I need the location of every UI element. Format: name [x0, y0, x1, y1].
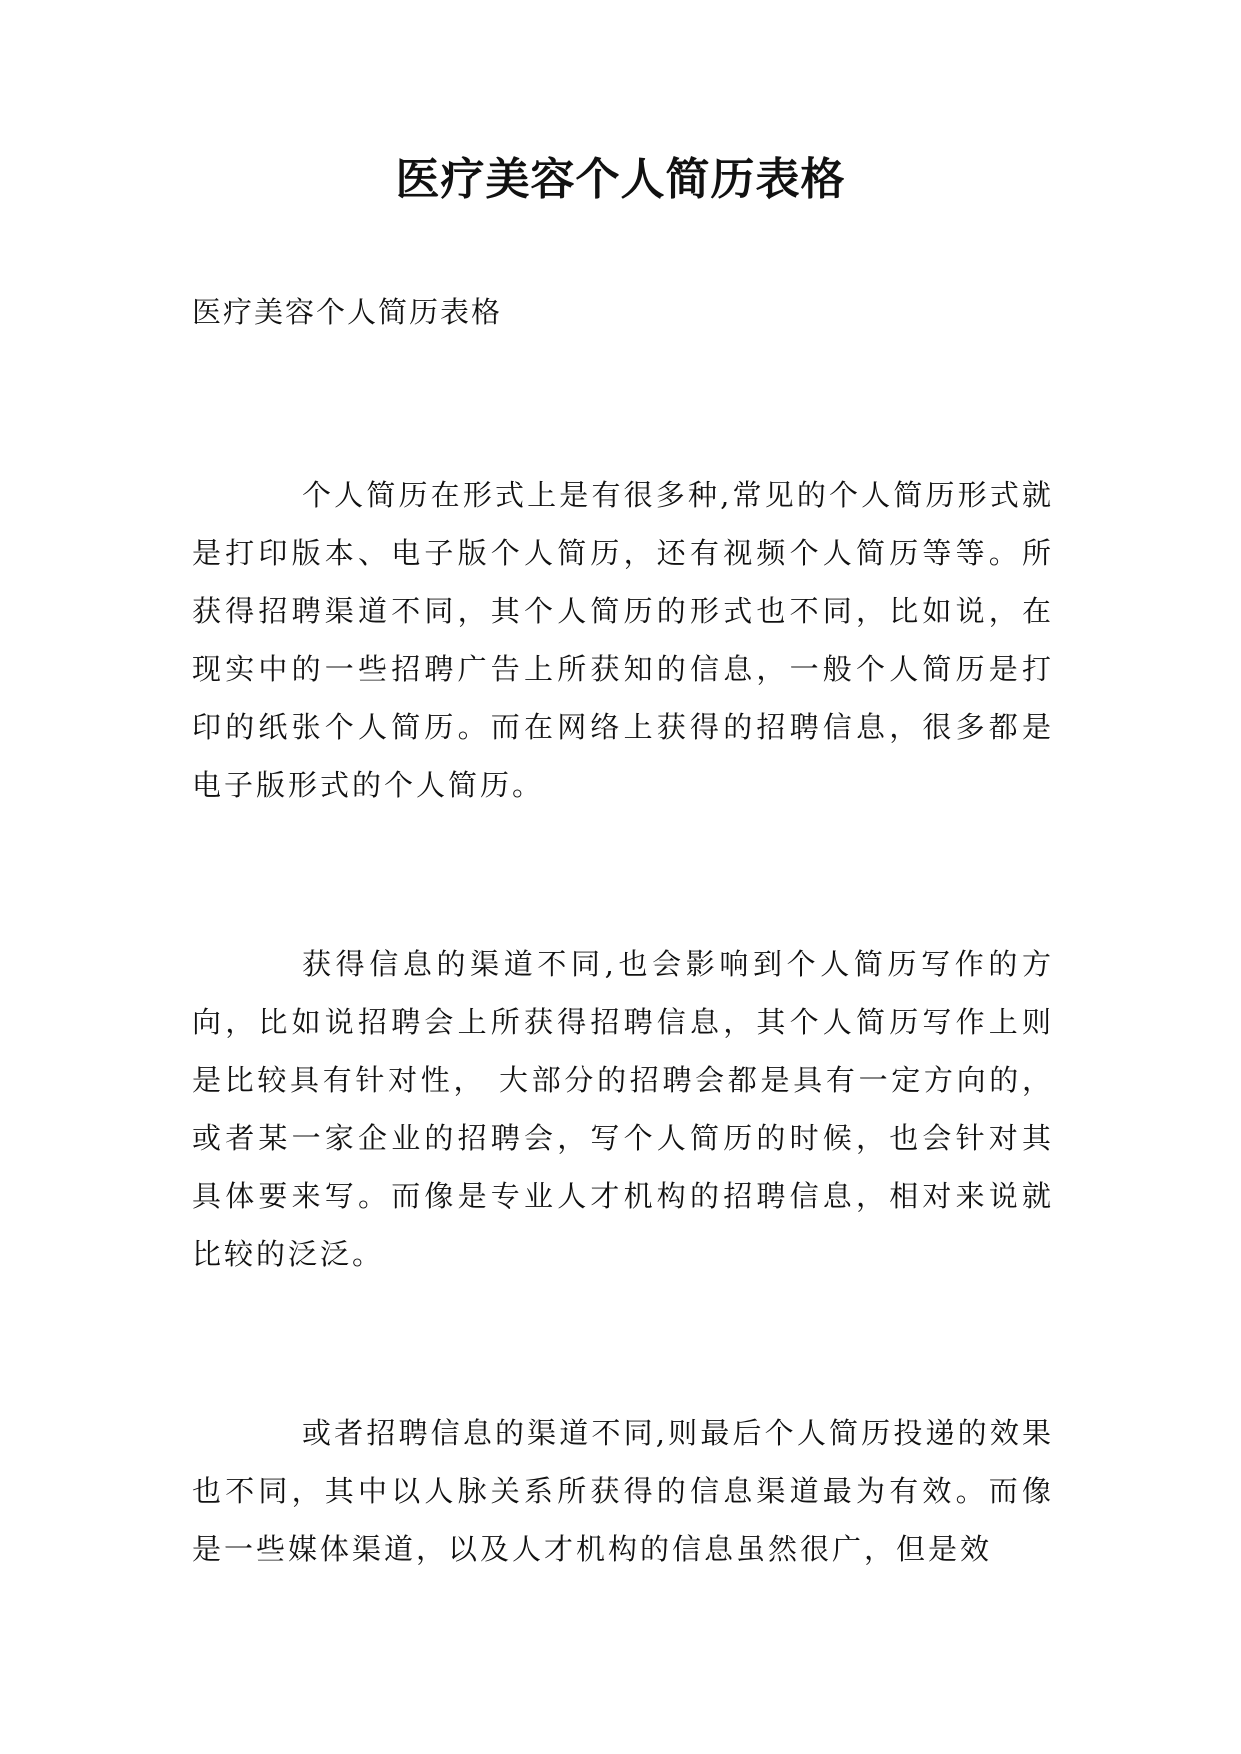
body-paragraph-2: 获得信息的渠道不同,也会影响到个人简历写作的方向，比如说招聘会上所获得招聘信息，其个人简历写作上则是比较具有针对性， 大部分的招聘会都是具有一定方向的，或者某一家企业的招聘会，写个人简历的时候，也会针对其具体要来写。而像是专业人才机构的招聘信息，相对来说就比较的泛泛。	[192, 947, 1054, 1271]
body-paragraph-1: 个人简历在形式上是有很多种,常见的个人简历形式就是打印版本、电子版个人简历，还有视频个人简历等等。所获得招聘渠道不同，其个人简历的形式也不同，比如说，在现实中的一些招聘广告上所获知的信息，一般个人简历是打印的纸张个人简历。而在网络上获得的招聘信息，很多都是电子版形式的个人简历。	[192, 478, 1054, 802]
document-title: 医疗美容个人简历表格	[395, 154, 846, 205]
document-subtitle: 医疗美容个人简历表格	[192, 295, 503, 329]
body-paragraph-3: 或者招聘信息的渠道不同,则最后个人简历投递的效果也不同，其中以人脉关系所获得的信息渠道最为有效。而像是一些媒体渠道，以及人才机构的信息虽然很广，但是效	[192, 1416, 1054, 1566]
